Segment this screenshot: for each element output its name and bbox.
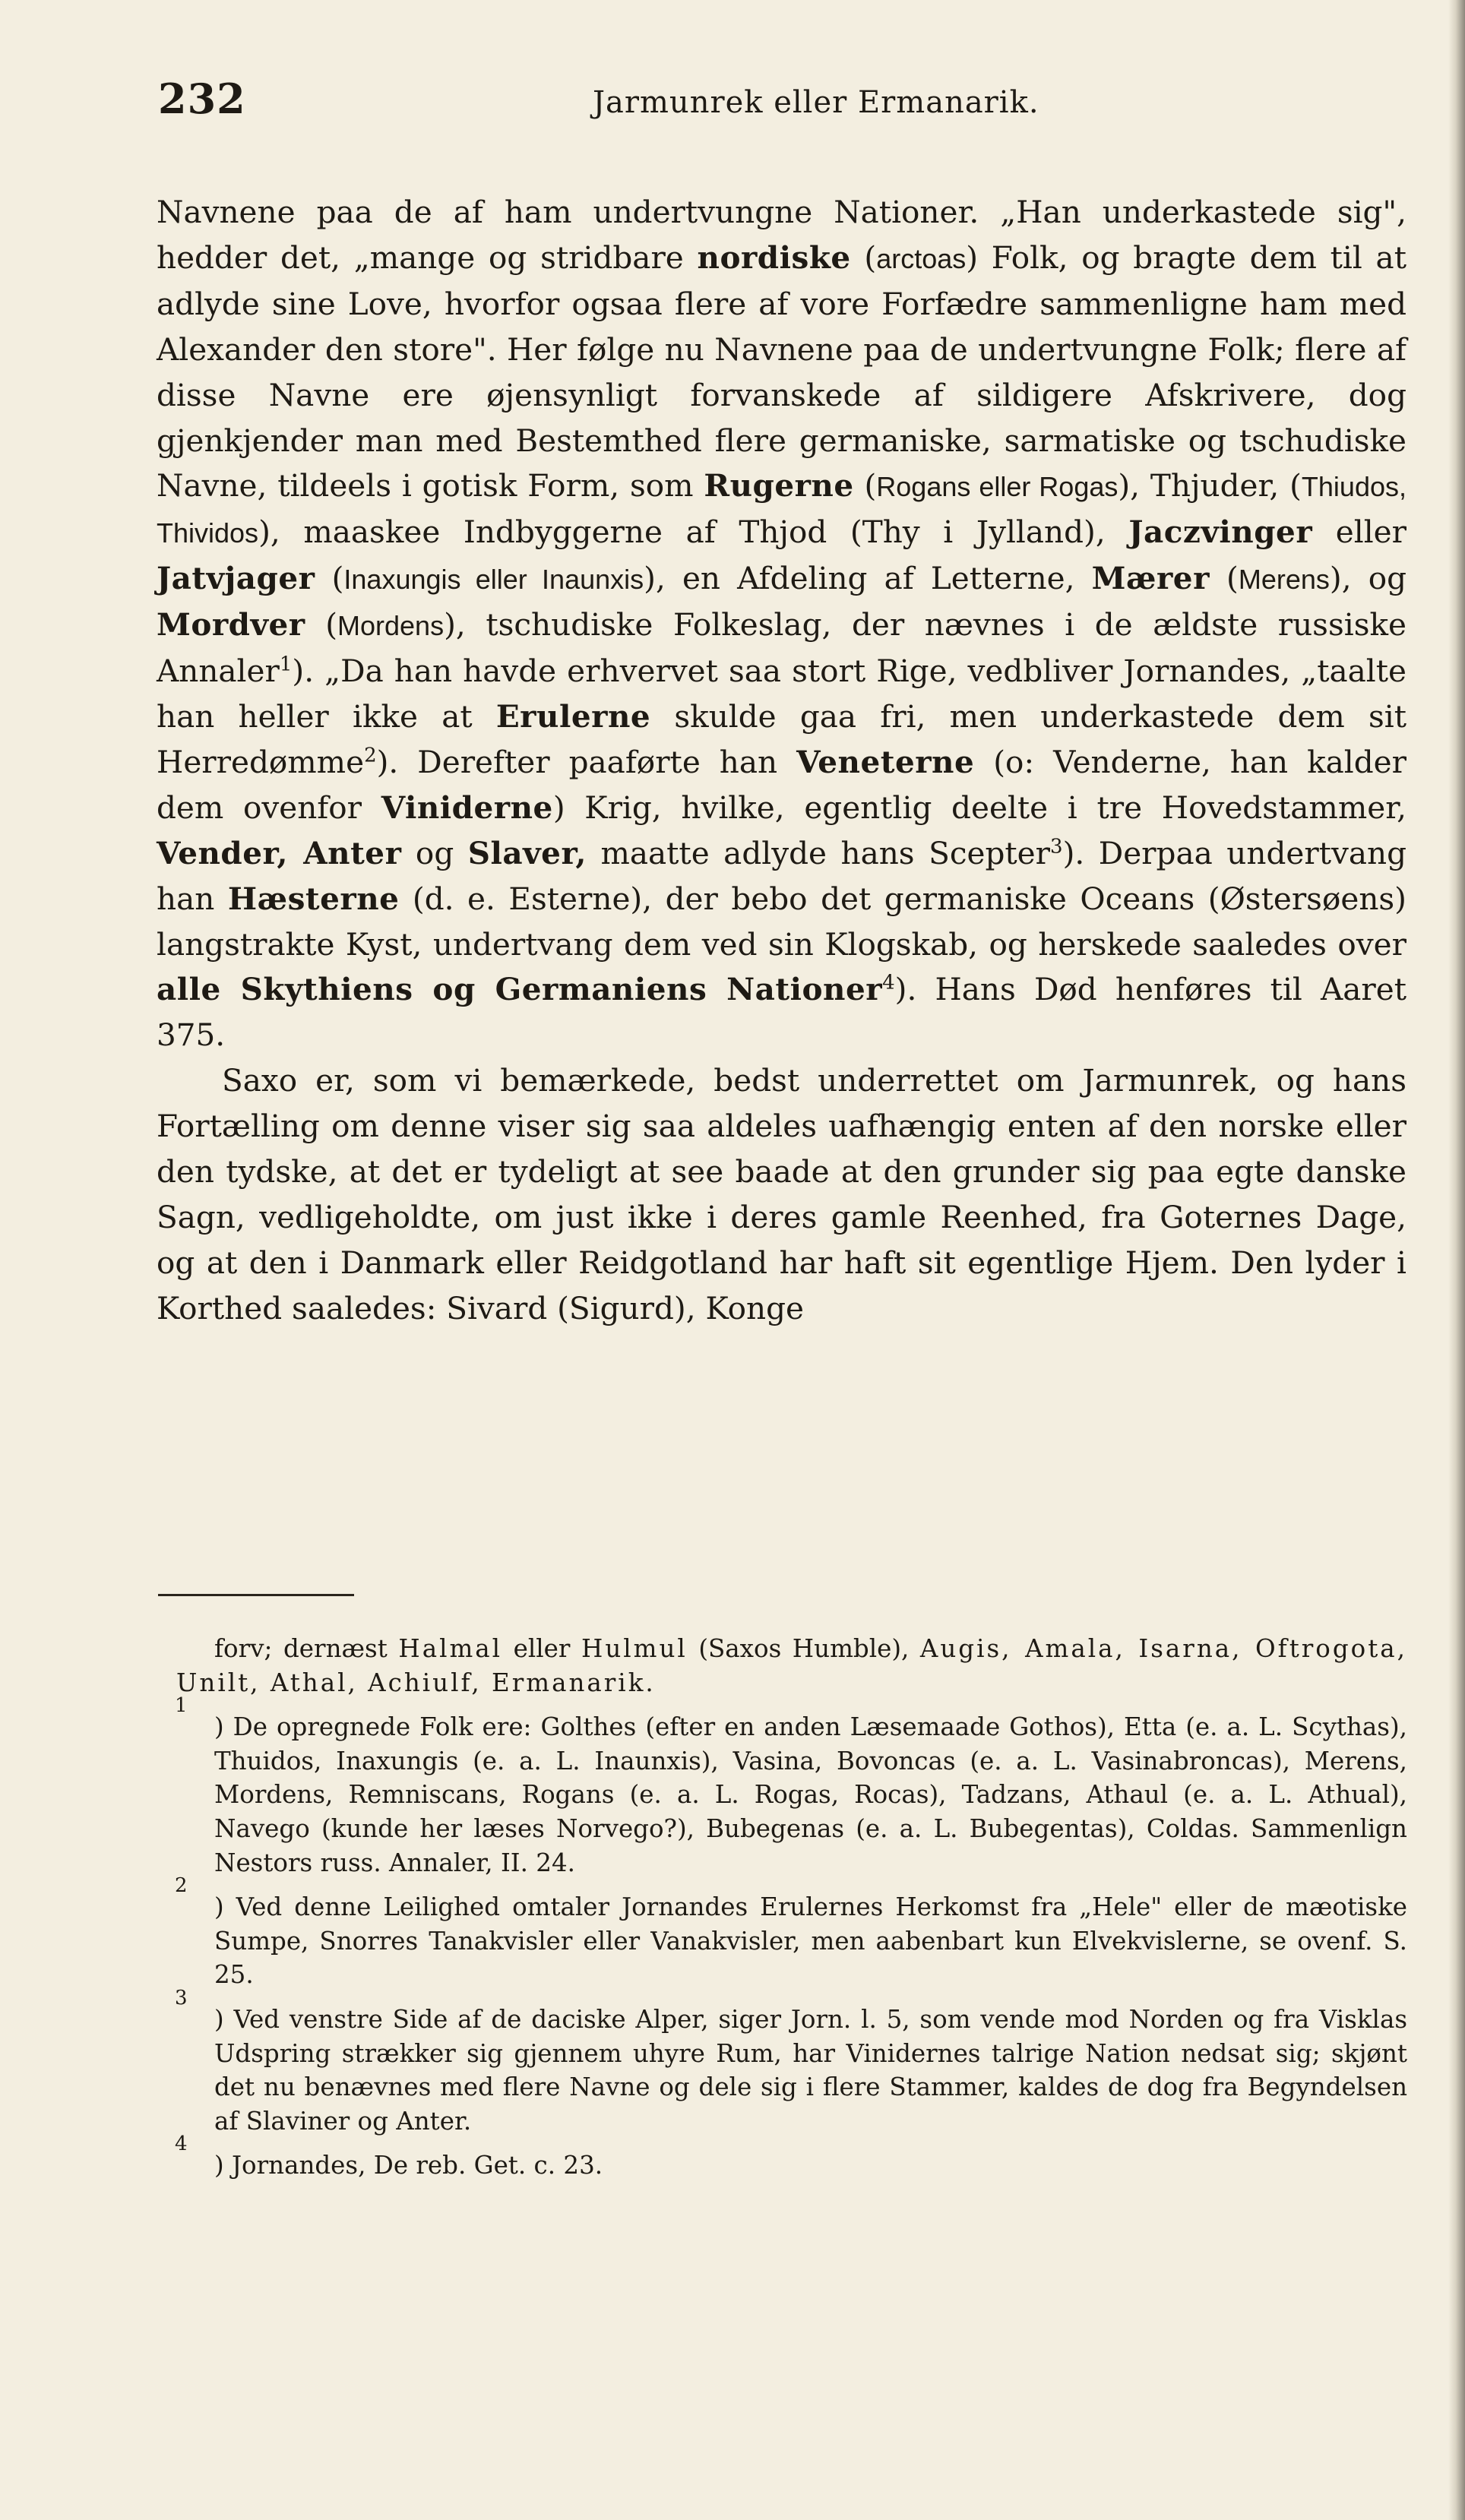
running-title: Jarmunrek eller Ermanarik. <box>593 85 1039 120</box>
page-edge-shadow <box>1448 0 1465 2520</box>
footnote-1: 1 ) De opregnede Folk ere: Golthes (efter en anden Læsemaade Gothos), Etta (e. a. L. Scythas), Thuidos, Inaxungis (e. a. L. Inaunxis), Vasina, Bovoncas (e. a. L. Vasinabroncas), Merens, Mordens, Remniscans, Rogans (e. a. L. Rogas, Rocas), Tadzans, Athaul (e. a. L. Athual), Navego (kunde her læses Norvego?), Bubegenas (e. a. L. Bubegentas), Coldas. Sammenlign Nestors russ. Annaler, II. 24. <box>175 1694 1407 1877</box>
page-header <box>106 74 1413 135</box>
paragraph-1: Navnene paa de af ham undertvungne Nationer. „Han underkastede sig", hedder det, „mange og stridbare nordiske (arctoas) Folk, og bragte dem til at adlyde sine Love, hvorfor ogsaa flere af vore Forfædre sammenligne ham med Alexander den store". Her følge nu Navnene paa de undertvungne Folk; flere af disse Navne ere øjensynligt forvanskede af sildigere Afskrivere, dog gjenkjender man med Bestemthed flere germaniske, sarmatiske og tschudiske Navne, tildeels i gotisk Form, som Rugerne (Rogans eller Rogas), Thjuder, (Thiudos, Thividos), maaskee Indbyggerne af Thjod (Thy i Jylland), Jaczvinger eller Jatvjager (Inaxungis eller Inaunxis), en Afdeling af Letterne, Mærer (Merens), og Mordver (Mordens), tschudiske Folkeslag, der nævnes i de ældste russiske Annaler$^1$). „Da han havde erhvervet saa stort Rige, vedbliver Jornandes, „taalte han heller ikke at Erulerne skulde gaa fri, men underkastede dem sit Herredømme$^2$). Derefter paaførte han Veneterne (o: Venderne, han kalder dem ovenfor Viniderne) Krig, hvilke, egentlig deelte i tre Hovedstammer, Vender, Anter og Slaver, maatte adlyde hans Scepter$^3$). Derpaa undertvang han Hæsterne (d. e. Esterne), der bebo det germaniske Oceans (Østersøens) langstrakte Kyst, undertvang dem ved sin Klogskab, og herskede saaledes over alle Skythiens og Germaniens Nationer$^4$). Hans Død henføres til Aaret 375. <box>157 194 1407 1054</box>
footnote-ref-2: 2 <box>364 744 377 767</box>
footnote-4: 4 ) Jornandes, De reb. Get. c. 23. <box>175 2133 603 2180</box>
footnote-ref-1: 1 <box>279 653 293 676</box>
footnote-divider <box>158 1594 354 1596</box>
footnote-3: 3 ) Ved venstre Side af de daciske Alper, siger Jorn. l. 5, som vende mod Norden og fra Visklas Udspring strækker sig gjennem uhyre Rum, har Vinidernes talrige Nation nedsat sig; skjønt det nu benævnes med flere Navne og dele sig i flere Stammer, kaldes de dog fra Begyndelsen af Slaviner og Anter. <box>175 1986 1407 2136</box>
paragraph-2: Saxo er, som vi bemærkede, bedst underrettet om Jarmunrek, og hans Fortælling om denne viser sig saa aldeles uafhængig enten af den norske eller den tydske, at det er tydeligt at see baade at den grunder sig paa egte danske Sagn, vedligeholdte, om just ikke i deres gamle Reenhed, fra Goternes Dage, og at den i Danmark eller Reidgotland har haft sit egentlige Hjem. Den lyder i Korthed saaledes: Sivard (Sigurd), Konge <box>157 1062 1406 1326</box>
footnote-ref-4: 4 <box>882 971 895 994</box>
footnote-2: 2 ) Ved denne Leilighed omtaler Jornandes Erulernes Herkomst fra „Hele" eller de mæotiske Sumpe, Snorres Tanakvisler eller Vanakvisler, men aabenbart kun Elvekvislerne, se ovenf. S. 25. <box>175 1874 1407 1990</box>
footnotes <box>176 1632 1407 2183</box>
main-text <box>157 190 1406 1332</box>
footnote-continuation: forv; dernæst Halmal eller Hulmul (Saxos Humble), Augis, Amala, Isarna, Oftrogota, Unilt, Athal, Achiulf, Ermanarik. <box>176 1634 1408 1697</box>
page-number: 232 <box>158 74 246 123</box>
footnote-ref-3: 3 <box>1050 835 1063 858</box>
